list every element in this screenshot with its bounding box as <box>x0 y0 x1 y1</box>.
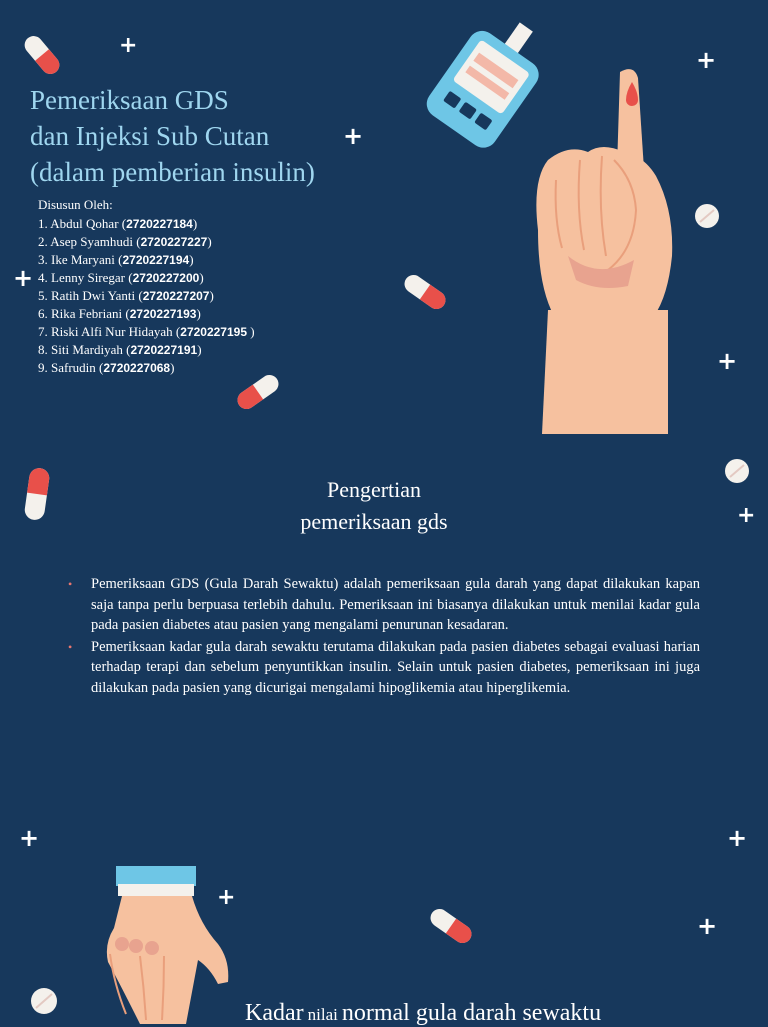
author-id: 2720227227 <box>140 235 208 249</box>
tablet-icon <box>694 203 720 229</box>
bottom-heading <box>245 1000 601 1027</box>
pill-icon <box>399 268 451 316</box>
tablet-icon <box>724 458 750 484</box>
author-row: 7. Riski Alfi Nur Hidayah (2720227195 ) <box>38 324 255 339</box>
author-row: 4. Lenny Siregar (2720227200) <box>38 270 204 285</box>
section-title <box>0 474 748 538</box>
authors-label: Disusun Oleh: <box>38 197 113 212</box>
section-title-line-2: pemeriksaan gds <box>300 509 448 534</box>
author-id: 2720227193 <box>129 307 197 321</box>
author-row: 2. Asep Syamhudi (2720227227) <box>38 234 212 249</box>
title-line-2: dan Injeksi Sub Cutan <box>30 121 270 151</box>
plus-icon: + <box>696 46 717 74</box>
author-id: 2720227207 <box>142 289 210 303</box>
definition-bullets <box>68 574 700 699</box>
plus-icon: + <box>19 824 40 852</box>
pill-icon <box>22 465 52 523</box>
author-row: 8. Siti Mardiyah (2720227191) <box>38 342 202 357</box>
plus-icon: + <box>697 912 718 940</box>
plus-icon: + <box>13 264 34 292</box>
author-row: 3. Ike Maryani (2720227194) <box>38 252 194 267</box>
plus-icon: + <box>727 824 748 852</box>
plus-icon: + <box>717 347 738 375</box>
bullet-dot-icon: • <box>68 639 73 654</box>
plus-icon: + <box>737 503 756 528</box>
pill-icon <box>20 30 64 80</box>
plus-icon: + <box>343 122 364 150</box>
author-row: 9. Safrudin (2720227068) <box>38 360 175 375</box>
page-title <box>30 82 315 190</box>
title-line-3: (dalam pemberian insulin) <box>30 157 315 187</box>
authors-list <box>38 196 255 377</box>
author-id: 2720227068 <box>103 361 171 375</box>
finger-hand-illustration <box>528 60 678 434</box>
bottom-word-nilai: nilai <box>307 1005 338 1024</box>
bullet-item <box>68 637 700 699</box>
bullet-text: Pemeriksaan GDS (Gula Darah Sewaktu) adalah pemeriksaan gula darah yang dapat dilakukan kapan saja tanpa perlu berpuasa terlebih dahulu. Pemeriksaan ini biasanya dilakukan untuk menilai kadar gula pada pasien diabetes atau pasien yang mengalami penurunan kesadaran. <box>91 576 700 633</box>
section-title-line-1: Pengertian <box>326 477 422 502</box>
injection-hand-illustration <box>100 864 240 1024</box>
bottom-word-kadar: Kadar <box>245 1000 304 1026</box>
plus-icon: + <box>217 885 236 910</box>
bullet-item <box>68 574 700 636</box>
bullet-dot-icon: • <box>68 577 73 591</box>
author-id: 2720227200 <box>132 271 200 285</box>
author-row: 1. Abdul Qohar (2720227184) <box>38 216 198 231</box>
pill-icon <box>232 368 284 416</box>
pill-icon <box>425 902 477 950</box>
bottom-words-rest: normal gula darah sewaktu <box>341 1000 602 1026</box>
bullet-text: Pemeriksaan kadar gula darah sewaktu terutama dilakukan pada pasien diabetes sebagai evaluasi harian terhadap terapi dan sebelum penyuntikkan insulin. Selain untuk pasien diabetes, pemeriksaan ini juga dilakukan pada pasien yang dicurigai mengalami hipoglikemia atau hiperglikemia. <box>91 638 700 696</box>
author-id: 2720227195 <box>180 325 248 339</box>
author-id: 2720227194 <box>122 253 190 267</box>
author-id: 2720227191 <box>130 343 198 357</box>
tablet-icon <box>30 987 58 1015</box>
author-row: 5. Ratih Dwi Yanti (2720227207) <box>38 288 214 303</box>
author-id: 2720227184 <box>126 217 193 231</box>
plus-icon: + <box>119 33 138 58</box>
author-row: 6. Rika Febriani (2720227193) <box>38 306 201 321</box>
title-line-1: Pemeriksaan GDS <box>30 85 229 115</box>
